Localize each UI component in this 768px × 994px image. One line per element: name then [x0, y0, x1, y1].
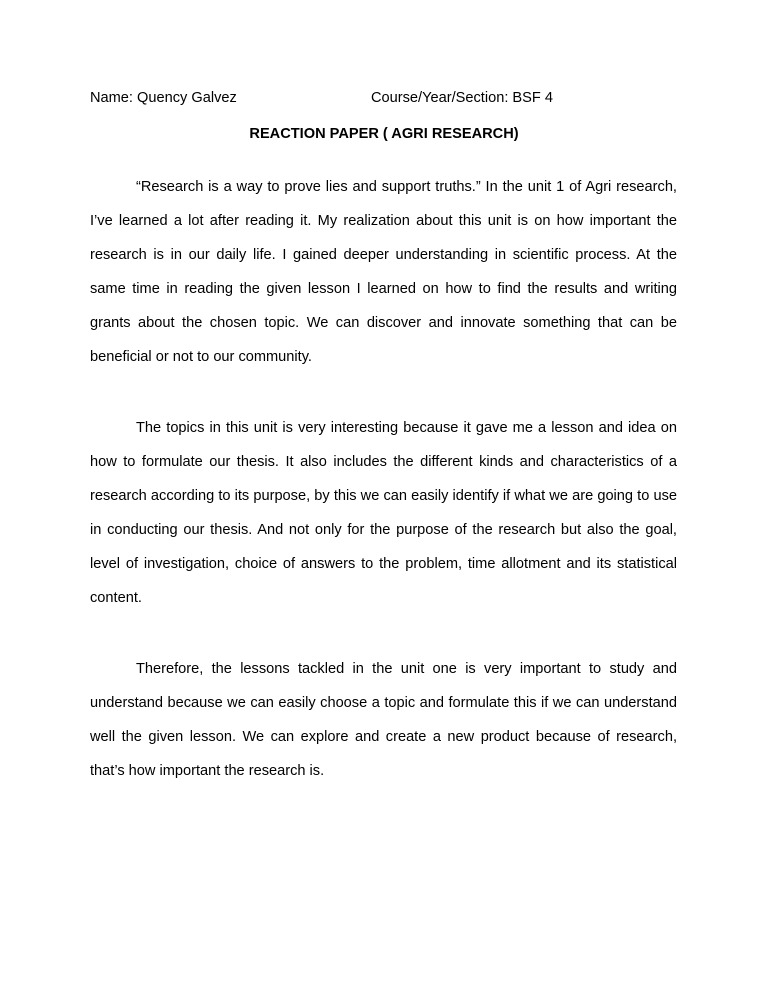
paper-title: REACTION PAPER ( AGRI RESEARCH) [249, 126, 519, 142]
paragraph-2: The topics in this unit is very interesting because it gave me a lesson and idea on how to formulate our thesis. It also includes the different kinds and characteristics of a research according to its purpose, by this we can easily identify if what we are going to use in conducting our thesis. And not only for the purpose of the research but also the goal, level of investigation, choice of answers to the problem, time allotment and its statistical content. [90, 420, 677, 606]
course-year-section: Course/Year/Section: BSF 4 [371, 90, 553, 106]
student-name: Name: Quency Galvez [90, 90, 237, 106]
header-line [90, 90, 690, 110]
paragraph-1: “Research is a way to prove lies and support truths.” In the unit 1 of Agri research, I’ve learned a lot after reading it. My realization about this unit is on how important the research is in our daily life. I gained deeper understanding in scientific process. At the same time in reading the given lesson I learned on how to find the results and writing grants about the chosen topic. We can discover and innovate something that can be beneficial or not to our community. [90, 179, 677, 365]
paragraph-3: Therefore, the lessons tackled in the unit one is very important to study and understand because we can easily choose a topic and formulate this if we can understand well the given lesson. We can explore and create a new product because of research, that’s how important the research is. [90, 661, 677, 779]
